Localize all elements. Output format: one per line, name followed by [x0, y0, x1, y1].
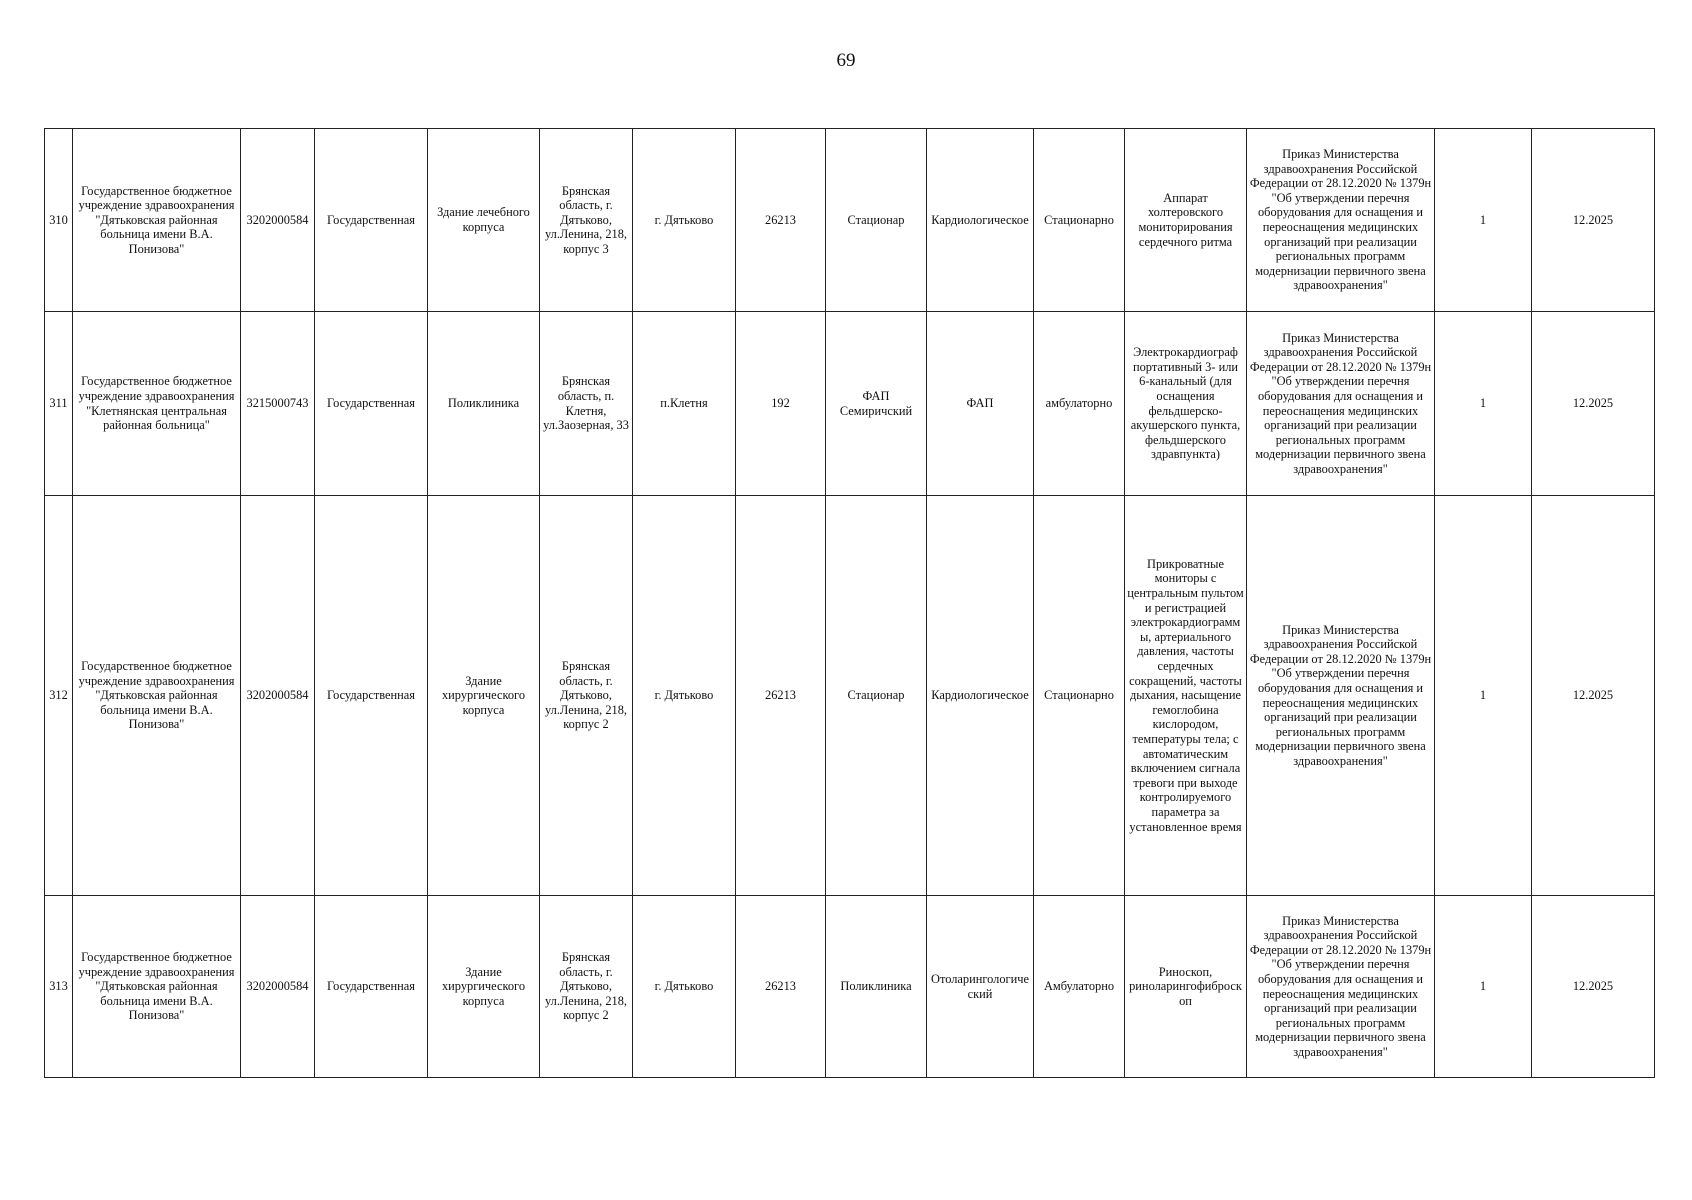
cell-ownership: Государственная: [315, 496, 428, 896]
cell-building: Здание хирургического корпуса: [428, 896, 540, 1078]
cell-code: 26213: [736, 496, 826, 896]
cell-building: Здание хирургического корпуса: [428, 496, 540, 896]
cell-inn: 3202000584: [241, 496, 315, 896]
cell-num: 310: [45, 129, 73, 312]
table-row: [45, 129, 1655, 312]
cell-department: Кардиологическое: [927, 129, 1034, 312]
cell-num: 313: [45, 896, 73, 1078]
table-row: [45, 896, 1655, 1078]
cell-qty: 1: [1435, 312, 1532, 496]
cell-unit: ФАП Семиричский: [826, 312, 927, 496]
cell-locality: г. Дятьково: [633, 896, 736, 1078]
cell-org: Государственное бюджетное учреждение здравоохранения "Дятьковская районная больница имени В.А. Понизова": [73, 896, 241, 1078]
table-row: [45, 312, 1655, 496]
cell-inn: 3202000584: [241, 896, 315, 1078]
cell-mode: Амбулаторно: [1034, 896, 1125, 1078]
cell-date: 12.2025: [1532, 896, 1655, 1078]
cell-inn: 3215000743: [241, 312, 315, 496]
cell-department: Отоларингологический: [927, 896, 1034, 1078]
cell-mode: Стационарно: [1034, 496, 1125, 896]
cell-date: 12.2025: [1532, 496, 1655, 896]
cell-address: Брянская область, п. Клетня, ул.Заозерная, 33: [540, 312, 633, 496]
cell-equipment: Электрокардиограф портативный 3- или 6-канальный (для оснащения фельдшерско-акушерского пункта, фельдшерского здравпункта): [1125, 312, 1247, 496]
cell-date: 12.2025: [1532, 312, 1655, 496]
cell-num: 311: [45, 312, 73, 496]
cell-date: 12.2025: [1532, 129, 1655, 312]
table-row: [45, 496, 1655, 896]
cell-equipment: Прикроватные мониторы с центральным пультом и регистрацией электрокардиограммы, артериального давления, частоты сердечных сокращений, частоты дыхания, насыщение гемоглобина кислородом, температуры тела; с автоматическим включением сигнала тревоги при выходе контролируемого параметра за установленное время: [1125, 496, 1247, 896]
cell-ownership: Государственная: [315, 312, 428, 496]
cell-locality: г. Дятьково: [633, 129, 736, 312]
cell-qty: 1: [1435, 496, 1532, 896]
cell-org: Государственное бюджетное учреждение здравоохранения "Дятьковская районная больница имени В.А. Понизова": [73, 496, 241, 896]
cell-qty: 1: [1435, 896, 1532, 1078]
cell-equipment: Аппарат холтеровского мониторирования сердечного ритма: [1125, 129, 1247, 312]
cell-unit: Стационар: [826, 496, 927, 896]
cell-building: Поликлиника: [428, 312, 540, 496]
cell-code: 26213: [736, 896, 826, 1078]
cell-locality: п.Клетня: [633, 312, 736, 496]
cell-num: 312: [45, 496, 73, 896]
cell-org: Государственное бюджетное учреждение здравоохранения "Дятьковская районная больница имени В.А. Понизова": [73, 129, 241, 312]
cell-address: Брянская область, г. Дятьково, ул.Ленина, 218, корпус 3: [540, 129, 633, 312]
equipment-table: [44, 128, 1655, 1078]
cell-building: Здание лечебного корпуса: [428, 129, 540, 312]
cell-equipment: Риноскоп, риноларингофиброскоп: [1125, 896, 1247, 1078]
cell-order: Приказ Министерства здравоохранения Российской Федерации от 28.12.2020 № 1379н "Об утверждении перечня оборудования для оснащения и переоснащения медицинских организаций при реализации региональных программ модернизации первичного звена здравоохранения": [1247, 312, 1435, 496]
cell-code: 192: [736, 312, 826, 496]
cell-unit: Поликлиника: [826, 896, 927, 1078]
cell-ownership: Государственная: [315, 896, 428, 1078]
cell-address: Брянская область, г. Дятьково, ул.Ленина, 218, корпус 2: [540, 896, 633, 1078]
cell-locality: г. Дятьково: [633, 496, 736, 896]
cell-address: Брянская область, г. Дятьково, ул.Ленина, 218, корпус 2: [540, 496, 633, 896]
cell-mode: Стационарно: [1034, 129, 1125, 312]
cell-order: Приказ Министерства здравоохранения Российской Федерации от 28.12.2020 № 1379н "Об утверждении перечня оборудования для оснащения и переоснащения медицинских организаций при реализации региональных программ модернизации первичного звена здравоохранения": [1247, 496, 1435, 896]
cell-qty: 1: [1435, 129, 1532, 312]
cell-org: Государственное бюджетное учреждение здравоохранения "Клетнянская центральная районная больница": [73, 312, 241, 496]
cell-code: 26213: [736, 129, 826, 312]
page-number: 69: [836, 50, 856, 71]
cell-mode: амбулаторно: [1034, 312, 1125, 496]
cell-department: Кардиологическое: [927, 496, 1034, 896]
cell-unit: Стационар: [826, 129, 927, 312]
cell-inn: 3202000584: [241, 129, 315, 312]
cell-order: Приказ Министерства здравоохранения Российской Федерации от 28.12.2020 № 1379н "Об утверждении перечня оборудования для оснащения и переоснащения медицинских организаций при реализации региональных программ модернизации первичного звена здравоохранения": [1247, 896, 1435, 1078]
cell-department: ФАП: [927, 312, 1034, 496]
cell-ownership: Государственная: [315, 129, 428, 312]
cell-order: Приказ Министерства здравоохранения Российской Федерации от 28.12.2020 № 1379н "Об утверждении перечня оборудования для оснащения и переоснащения медицинских организаций при реализации региональных программ модернизации первичного звена здравоохранения": [1247, 129, 1435, 312]
